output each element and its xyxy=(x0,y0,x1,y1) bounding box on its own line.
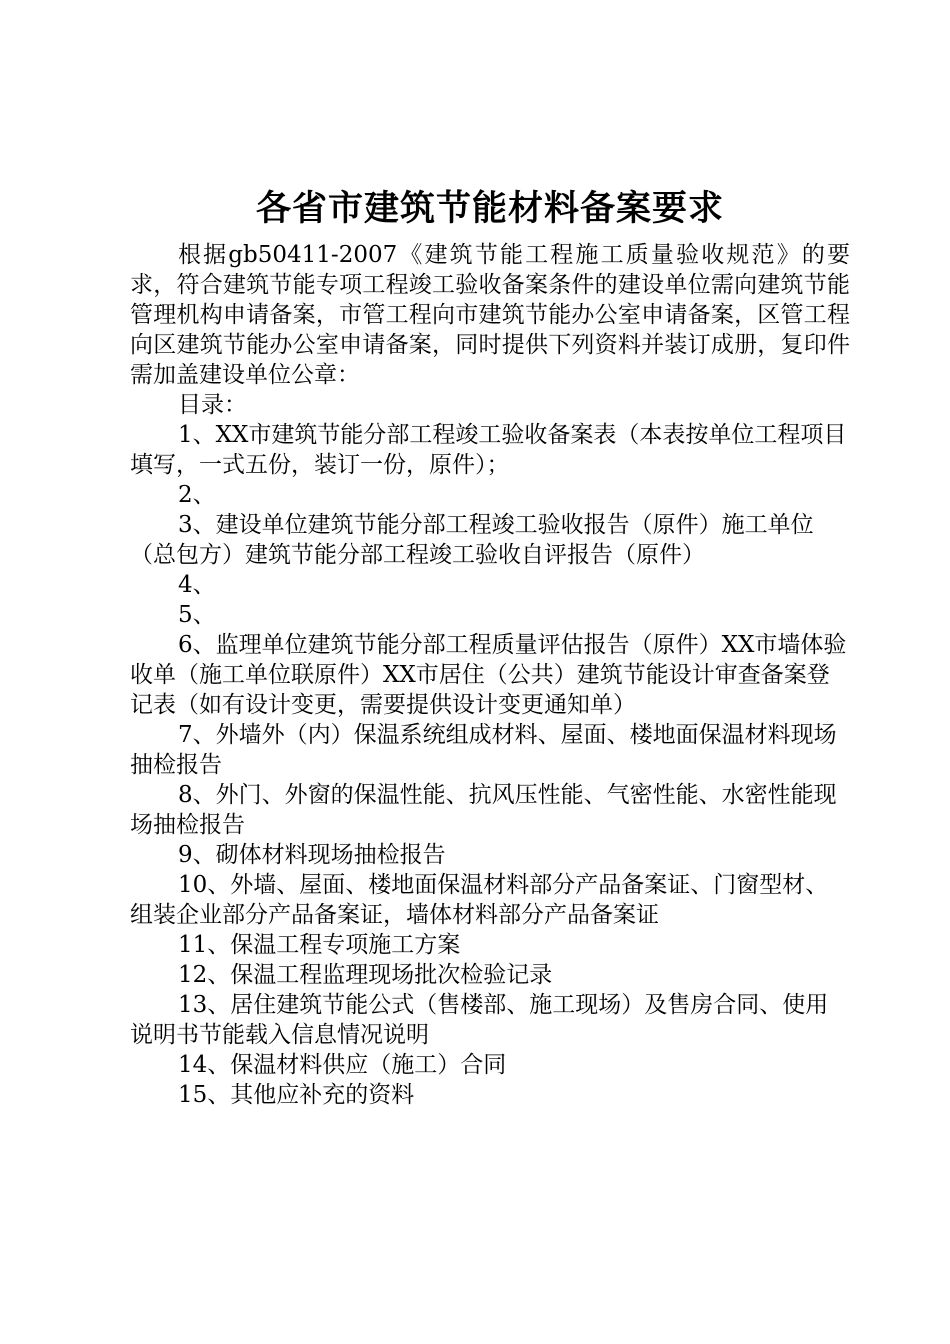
document-body xyxy=(130,240,850,1110)
toc-list xyxy=(130,420,850,1110)
toc-item-9: 9、砌体材料现场抽检报告 xyxy=(178,842,446,868)
document-title: 各省市建筑节能材料备案要求 xyxy=(255,189,724,229)
toc-item-7: 7、外墙外（内）保温系统组成材料、屋面、楼地面保温材料现场抽检报告 xyxy=(130,722,837,778)
toc-item-14: 14、保温材料供应（施工）合同 xyxy=(178,1052,507,1078)
toc-item-1: 1、XX市建筑节能分部工程竣工验收备案表（本表按单位工程项目填写，一式五份，装订一份，原件）； xyxy=(130,422,847,478)
intro-paragraph: 根据gb50411-2007《建筑节能工程施工质量验收规范》的要求，符合建筑节能专项工程竣工验收备案条件的建设单位需向建筑节能管理机构申请备案，市管工程向市建筑节能办公室申请备案，区管工程向区建筑节能办公室申请备案，同时提供下列资料并装订成册，复印件需加盖建设单位公章： xyxy=(130,242,850,388)
toc-item-2: 2、 xyxy=(178,482,216,508)
toc-item-3: 3、建设单位建筑节能分部工程竣工验收报告（原件）施工单位（总包方）建筑节能分部工程竣工验收自评报告（原件） xyxy=(130,512,814,568)
toc-item-15: 15、其他应补充的资料 xyxy=(178,1082,415,1108)
toc-item-6: 6、监理单位建筑节能分部工程质量评估报告（原件）XX市墙体验收单（施工单位联原件）XX市居住（公共）建筑节能设计审查备案登记表（如有设计变更，需要提供设计变更通知单） xyxy=(130,632,847,718)
toc-item-12: 12、保温工程监理现场批次检验记录 xyxy=(178,962,553,988)
toc-item-13: 13、居住建筑节能公式（售楼部、施工现场）及售房合同、使用说明书节能载入信息情况说明 xyxy=(130,992,829,1048)
toc-item-4: 4、 xyxy=(178,572,216,598)
toc-item-5: 5、 xyxy=(178,602,216,628)
toc-item-10: 10、外墙、屋面、楼地面保温材料部分产品备案证、门窗型材、组装企业部分产品备案证，墙体材料部分产品备案证 xyxy=(130,872,829,928)
toc-heading: 目录： xyxy=(178,392,247,418)
toc-item-11: 11、保温工程专项施工方案 xyxy=(178,932,461,958)
toc-item-8: 8、外门、外窗的保温性能、抗风压性能、气密性能、水密性能现场抽检报告 xyxy=(130,782,837,838)
